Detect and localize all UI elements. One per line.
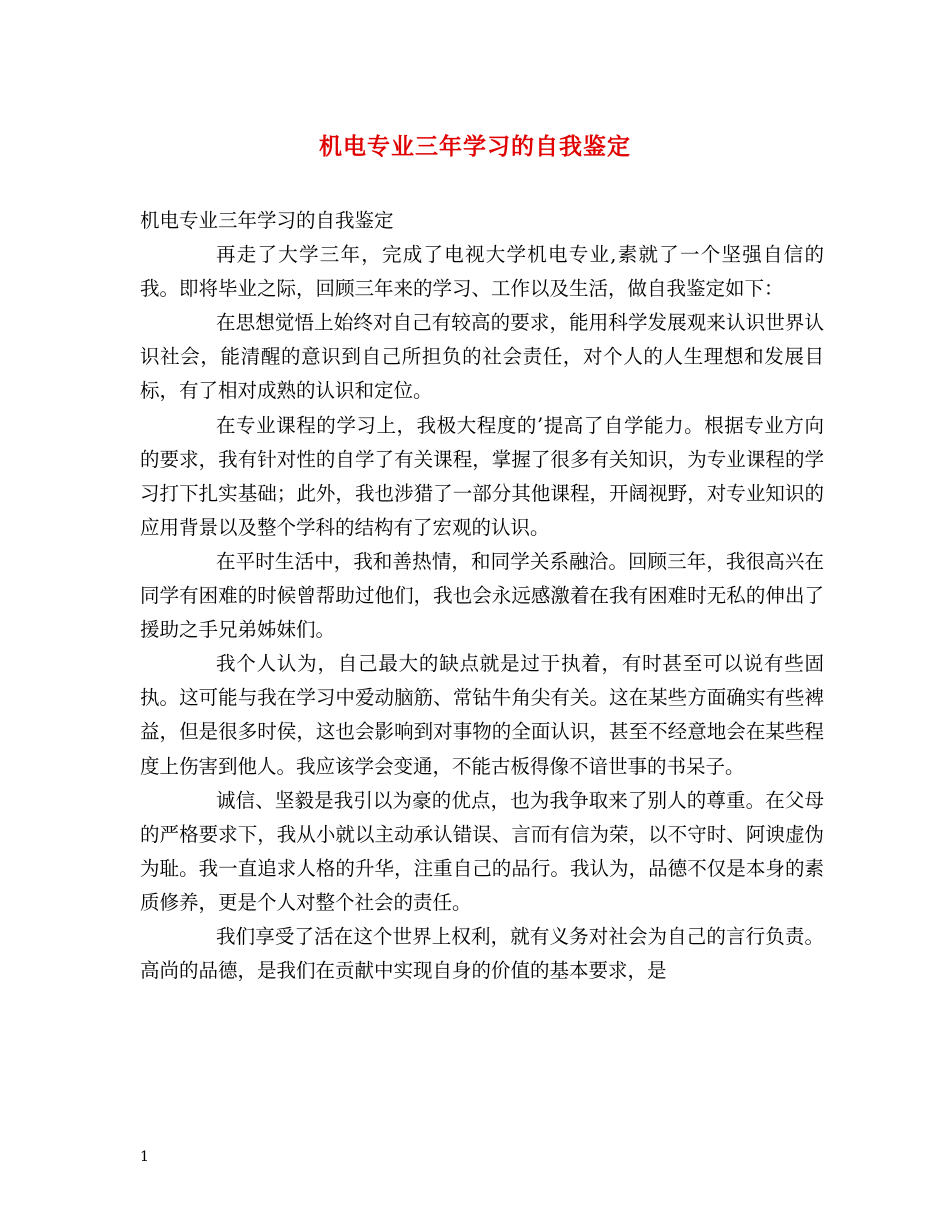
- paragraph-study: 在专业课程的学习上，我极大程度的’提高了自学能力。根据专业方向的要求，我有针对性的自学了有关课程，掌握了很多有关知识，为专业课程的学习打下扎实基础；此外，我也涉猎了一部分其他课程，开阔视野，对专业知识的应用背景以及整个学科的结构有了宏观的认识。: [140, 413, 824, 539]
- paragraph-shortcomings: 我个人认为，自己最大的缺点就是过于执着，有时甚至可以说有些固执。这可能与我在学习中爱动脑筋、常钻牛角尖有关。这在某些方面确实有些裨益，但是很多时侯，这也会影响到对事物的全面认识，甚至不经意地会在某些程度上伤害到他人。我应该学会变通，不能古板得像不谙世事的书呆子。: [140, 652, 824, 778]
- paragraph-responsibility: 我们享受了活在这个世界上权利，就有义务对社会为自己的言行负责。高尚的品德，是我们在贡献中实现自身的价值的基本要求，是: [140, 924, 824, 983]
- paragraph-strengths: 诚信、坚毅是我引以为豪的优点，也为我争取来了别人的尊重。在父母的严格要求下，我从小就以主动承认错误、言而有信为荣，以不守时、阿谀虚伪为耻。我一直追求人格的升华，注重自己的品行。我认为，品德不仅是本身的素质修养，更是个人对整个社会的责任。: [140, 788, 824, 914]
- paragraph-life: 在平时生活中，我和善热情，和同学关系融洽。回顾三年，我很高兴在同学有困难的时候曾帮助过他们，我也会永远感激着在我有困难时无私的伸出了援助之手兄弟姊妹们。: [140, 549, 824, 642]
- document-title: 机电专业三年学习的自我鉴定: [319, 133, 631, 160]
- paragraph-ideology: 在思想觉悟上始终对自己有较高的要求，能用科学发展观来认识世界认识社会，能清醒的意识到自己所担负的社会责任，对个人的人生理想和发展目标，有了相对成熟的认识和定位。: [140, 311, 824, 403]
- page-number: 1: [140, 1149, 149, 1165]
- paragraph-intro: 再走了大学三年，完成了电视大学机电专业,素就了一个坚强自信的我。即将毕业之际，回顾三年来的学习、工作以及生活，做自我鉴定如下：: [140, 243, 824, 301]
- document-body: [140, 204, 824, 988]
- document-subtitle: 机电专业三年学习的自我鉴定: [140, 209, 394, 232]
